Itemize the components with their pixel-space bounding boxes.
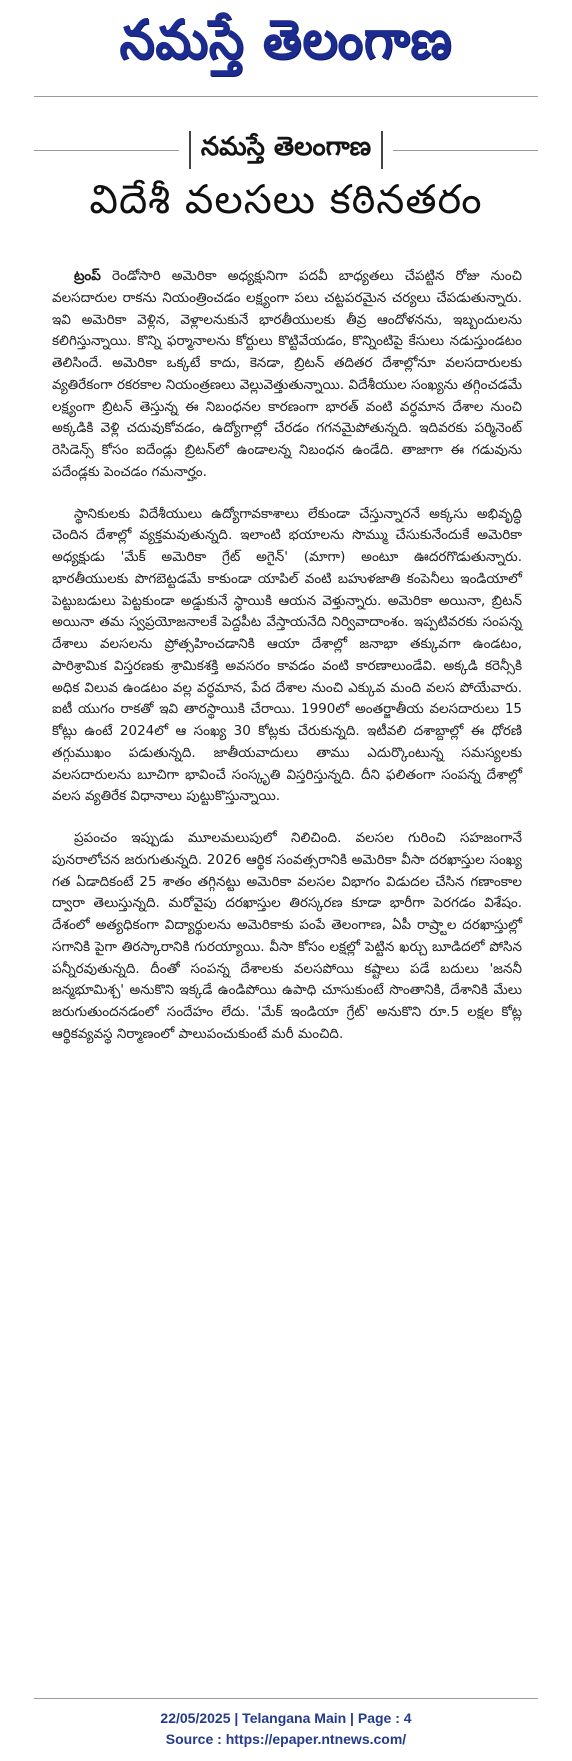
article-paragraph <box>52 266 522 484</box>
article-headline: విదేశీ వలసలు కఠినతరం <box>89 177 483 223</box>
section-header <box>34 128 538 172</box>
masthead <box>0 0 572 92</box>
section-rule-right <box>393 150 538 151</box>
article-lead-word: ట్రంప్ <box>74 268 101 284</box>
article-paragraph: స్థానికులకు విదేశీయులు ఉద్యోగావకాశాలు లేకుండా చేస్తున్నారనే అక్కసు అభివృద్ధి చెందిన దేశాల్లో వ్యక్తమవుతున్నది. ఇలాంటి భయాలను సొమ్ము చేసుకునేందుకే అమెరికా అధ్యక్షుడు 'మేక్ అమెరికా గ్రేట్ అగైన్' (మాగా) అంటూ ఊదరగొడుతున్నారు. భారతీయులకు పొగబెట్టడమే కాకుండా యాపిల్ వంటి బహుళజాతి కంపెనీలు ఇండియాలో పెట్టుబడులు పెట్టకుండా అడ్డుకునే స్థాయికి ఆయన వెళ్తున్నారు. అమెరికా అయినా, బ్రిటన్ అయినా తమ స్వప్రయోజనాలకే పెద్దపీట వేస్తాయనేది నిర్వివాదాంశం. ఇప్పటివరకు సంపన్న దేశాలు వలసలను ప్రోత్సహించడానికి ఆయా దేశాల్లో జనాభా తక్కువగా ఉండటం, పారిశ్రామిక విస్తరణకు శ్రామికశక్తి అవసరం కావడం వంటి కారణాలుండేవి. అక్కడి కరెన్సీకి అధిక విలువ ఉండటం వల్ల వర్ధమాన, పేద దేశాల నుంచి ఎక్కువ మంది వలస పోయేవారు. ఐటీ యుగం రాకతో ఇవి తారస్థాయికి చేరాయి. 1990లో అంతర్జాతీయ వలసదారులు 15 కోట్లు ఉంటే 2024లో ఆ సంఖ్య 30 కోట్లకు చేరుకున్నది. ఇటీవలి దశాబ్దాల్లో ఈ ధోరణి తగ్గుముఖం పడుతున్నది. జాతీయవాదులు తాము ఎదుర్కొంటున్న సమస్యలకు వలసదారులను బూచిగా భావించే సంస్కృతి విస్తరిస్తున్నది. దీని ఫలితంగా సంపన్న దేశాల్లో వలస వ్యతిరేక విధానాలు పుట్టుకొస్తున్నాయి. <box>52 505 522 805</box>
section-rule-left <box>34 150 179 151</box>
section-bar-right <box>381 131 383 169</box>
footer-rule <box>34 1698 538 1699</box>
footer-source: Source : https://epaper.ntnews.com/ <box>165 1731 407 1747</box>
article-paragraph: ప్రపంచం ఇప్పుడు మూలమలుపులో నిలిచింది. వలసల గురించి సహజంగానే పునరాలోచన జరుగుతున్నది. 2026 ఆర్థిక సంవత్సరానికి అమెరికా వీసా దరఖాస్తుల సంఖ్య గత ఏడాదికంటే 25 శాతం తగ్గినట్టు అమెరికా వలసల విభాగం విడుదల చేసిన గణాంకాల ద్వారా తెలుస్తున్నది. మరోవైపు దరఖాస్తుల తిరస్కరణ కూడా భారీగా పెరగడం విశేషం. దేశంలో అత్యధికంగా విద్యార్థులను అమెరికాకు పంపే తెలంగాణ, ఏపీ రాష్ర్టాల దరఖాస్తుల్లో సగానికి పైగా తిరస్కారానికి గురయ్యాయి. వీసా కోసం లక్షల్లో పెట్టిన ఖర్చు బూడిదలో పోసిన పన్నీరవుతున్నది. దీంతో సంపన్న దేశాలకు వలసపోయి కష్టాలు పడే బదులు 'జననీ జన్మభూమిశ్చ' అనుకొని ఇక్కడే ఉండిపోయి ఉపాధి చూసుకుంటే సొంతానికి, దేశానికి మేలు జరుగుతుందనడంలో సందేహం లేదు. 'మేక్ ఇండియా గ్రేట్' అనుకొని రూ.5 లక్షల కోట్ల ఆర్థికవ్యవస్థ నిర్మాణంలో పాలుపంచుకుంటే మరీ మంచిది. <box>52 830 522 1042</box>
masthead-logo-title: నమస్తే తెలంగాణ <box>119 7 453 71</box>
section-label: నమస్తే తెలంగాణ <box>200 132 372 162</box>
article-paragraph-text: రెండోసారి అమెరికా అధ్యక్షునిగా పదవీ బాధ్యతలు చేపట్టిన రోజు నుంచి వలసదారుల రాకను నియంత్రించడం లక్ష్యంగా పలు చట్టపరమైన చర్యలు చేపడుతున్నారు. ఇవి అమెరికా వెళ్లిన, వెళ్లాలనుకునే భారతీయులకు తీవ్ర ఆందోళనను, ఇబ్బందులను కలిగిస్తున్నాయి. కొన్ని ఫర్మానాలను కోర్టులు కొట్టివేయడం, కొన్నింటిపై కేసులు నడుస్తుండటం తెలిసిందే. అమెరికా ఒక్కటే కాదు, కెనడా, బ్రిటన్ తదితర దేశాల్లోనూ వలసదారులకు వ్యతిరేకంగా రకరకాల నియంత్రణలు వెల్లువెత్తుతున్నాయి. విదేశీయుల సంఖ్యను తగ్గించడమే లక్ష్యంగా బ్రిటన్ తెస్తున్న ఈ నిబంధనల కారణంగా భారత్ వంటి వర్ధమాన దేశాల నుంచి అక్కడికి వెళ్లి చదువుకోవడం, ఉద్యోగాల్లో చేరడం గగనమైపోతున్నది. ఇదివరకు పర్మినెంట్ రెసిడెన్స్ కోసం ఐదేండ్లు బ్రిటన్‌లో ఉండాలన్న నిబంధన ఉండేది. తాజాగా ఈ గడువును పదేండ్లకు పెంచడం గమనార్హం. <box>52 268 522 480</box>
article-body <box>52 266 522 1046</box>
masthead-rule <box>34 96 538 97</box>
section-bar-left <box>189 131 191 169</box>
footer-edition-info: 22/05/2025 | Telangana Main | Page : 4 <box>160 1710 412 1726</box>
